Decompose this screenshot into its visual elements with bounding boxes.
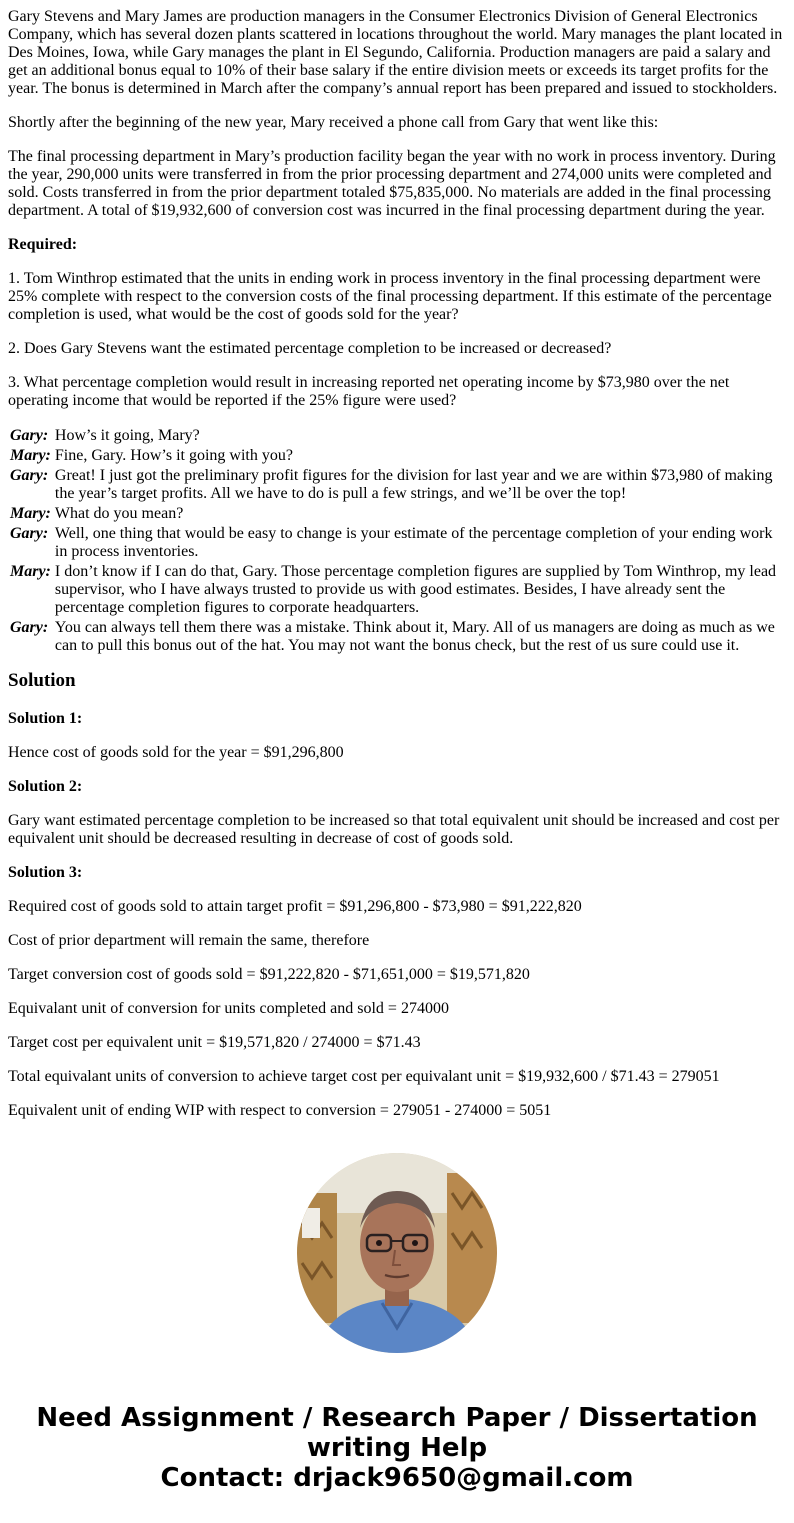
author-avatar xyxy=(297,1153,497,1353)
footer-line-2: writing Help xyxy=(306,1433,488,1463)
dialogue-line: I don’t know if I can do that, Gary. Those percentage completion figures are supplied by Tom Winthrop, my lead supervisor, who I have always trusted to provide us with good estimates. Besides, I have already sent the percentage completion figures to corporate headquarters. xyxy=(54,563,777,616)
dialogue-line: What do you mean? xyxy=(54,505,184,522)
dialogue-table xyxy=(8,426,784,656)
solution-3-line: Required cost of goods sold to attain target profit = $91,296,800 - $73,980 = $91,222,820 xyxy=(8,898,582,915)
dialogue-speaker: Gary: xyxy=(10,427,49,444)
solution-3-label: Solution 3: xyxy=(8,864,83,881)
dialogue-line: You can always tell them there was a mistake. Think about it, Mary. All of us managers are doing as much as we can to pull this bonus out of the hat. You may not want the bonus check, but the rest of us sure could use it. xyxy=(54,619,775,654)
solution-1-label: Solution 1: xyxy=(8,710,83,727)
required-heading: Required: xyxy=(8,236,78,253)
solution-3-line: Equivalant unit of conversion for units completed and sold = 274000 xyxy=(8,1000,449,1017)
dialogue-line: Great! I just got the preliminary profit figures for the division for last year and we are within $73,980 of making the year’s target profits. All we have to do is pull a few strings, and we’ll be over the top! xyxy=(54,467,773,502)
document-body xyxy=(8,8,784,1122)
dialogue-row xyxy=(8,504,784,524)
footer-banner xyxy=(0,1403,794,1493)
dialogue-speaker: Mary: xyxy=(10,505,51,522)
dialogue-speaker: Gary: xyxy=(10,525,49,542)
intro-paragraph-3: The final processing department in Mary’s production facility began the year with no work in process inventory. During the year, 290,000 units were transferred in from the prior processing department and 274,000 units were completed and sold. Costs transferred in from the prior department totaled $75,835,000. No materials are added in the final processing department. A total of $19,932,600 of conversion cost was incurred in the final processing department during the year. xyxy=(8,148,776,219)
dialogue-speaker: Mary: xyxy=(10,563,51,580)
dialogue-line: How’s it going, Mary? xyxy=(54,427,200,444)
dialogue-row xyxy=(8,562,784,618)
solution-3-line: Equivalent unit of ending WIP with respect to conversion = 279051 - 274000 = 5051 xyxy=(8,1102,552,1119)
dialogue-row xyxy=(8,466,784,504)
question-2: 2. Does Gary Stevens want the estimated percentage completion to be increased or decreased? xyxy=(8,340,612,357)
solution-3-line: Total equivalant units of conversion to achieve target cost per equivalant unit = $19,932,600 / $71.43 = 279051 xyxy=(8,1068,720,1085)
solution-heading: Solution xyxy=(8,670,76,691)
solution-3-line: Cost of prior department will remain the same, therefore xyxy=(8,932,370,949)
solution-2-label: Solution 2: xyxy=(8,778,83,795)
dialogue-row xyxy=(8,446,784,466)
dialogue-line: Fine, Gary. How’s it going with you? xyxy=(54,447,293,464)
author-photo-icon xyxy=(297,1153,497,1353)
question-3: 3. What percentage completion would result in increasing reported net operating income by $73,980 over the net operating income that would be reported if the 25% figure were used? xyxy=(8,374,730,409)
intro-paragraph-2: Shortly after the beginning of the new year, Mary received a phone call from Gary that went like this: xyxy=(8,114,659,131)
dialogue-row xyxy=(8,618,784,656)
dialogue-row xyxy=(8,524,784,562)
solution-3-line: Target cost per equivalent unit = $19,571,820 / 274000 = $71.43 xyxy=(8,1034,421,1051)
dialogue-speaker: Gary: xyxy=(10,619,49,636)
footer-contact: Contact: drjack9650@gmail.com xyxy=(160,1463,634,1493)
intro-paragraph-1: Gary Stevens and Mary James are production managers in the Consumer Electronics Division of General Electronics Company, which has several dozen plants scattered in locations throughout the world. Mary manages the plant located in Des Moines, Iowa, while Gary manages the plant in El Segundo, California. Production managers are paid a salary and get an additional bonus equal to 10% of their base salary if the entire division meets or exceeds its target profits for the year. The bonus is determined in March after the company’s annual report has been prepared and issued to stockholders. xyxy=(8,8,783,97)
solution-2-text: Gary want estimated percentage completion to be increased so that total equivalent unit should be increased and cost per equivalent unit should be decreased resulting in decrease of cost of goods sold. xyxy=(8,812,780,847)
dialogue-row xyxy=(8,426,784,446)
dialogue-speaker: Mary: xyxy=(10,447,51,464)
footer-line-1: Need Assignment / Research Paper / Dissertation xyxy=(36,1403,758,1433)
dialogue-speaker: Gary: xyxy=(10,467,49,484)
solution-1-text: Hence cost of goods sold for the year = $91,296,800 xyxy=(8,744,344,761)
question-1: 1. Tom Winthrop estimated that the units in ending work in process inventory in the final processing department were 25% complete with respect to the conversion costs of the final processing department. If this estimate of the percentage completion is used, what would be the cost of goods sold for the year? xyxy=(8,270,772,323)
solution-3-line: Target conversion cost of goods sold = $91,222,820 - $71,651,000 = $19,571,820 xyxy=(8,966,530,983)
dialogue-line: Well, one thing that would be easy to change is your estimate of the percentage completion of your ending work in process inventories. xyxy=(54,525,773,560)
